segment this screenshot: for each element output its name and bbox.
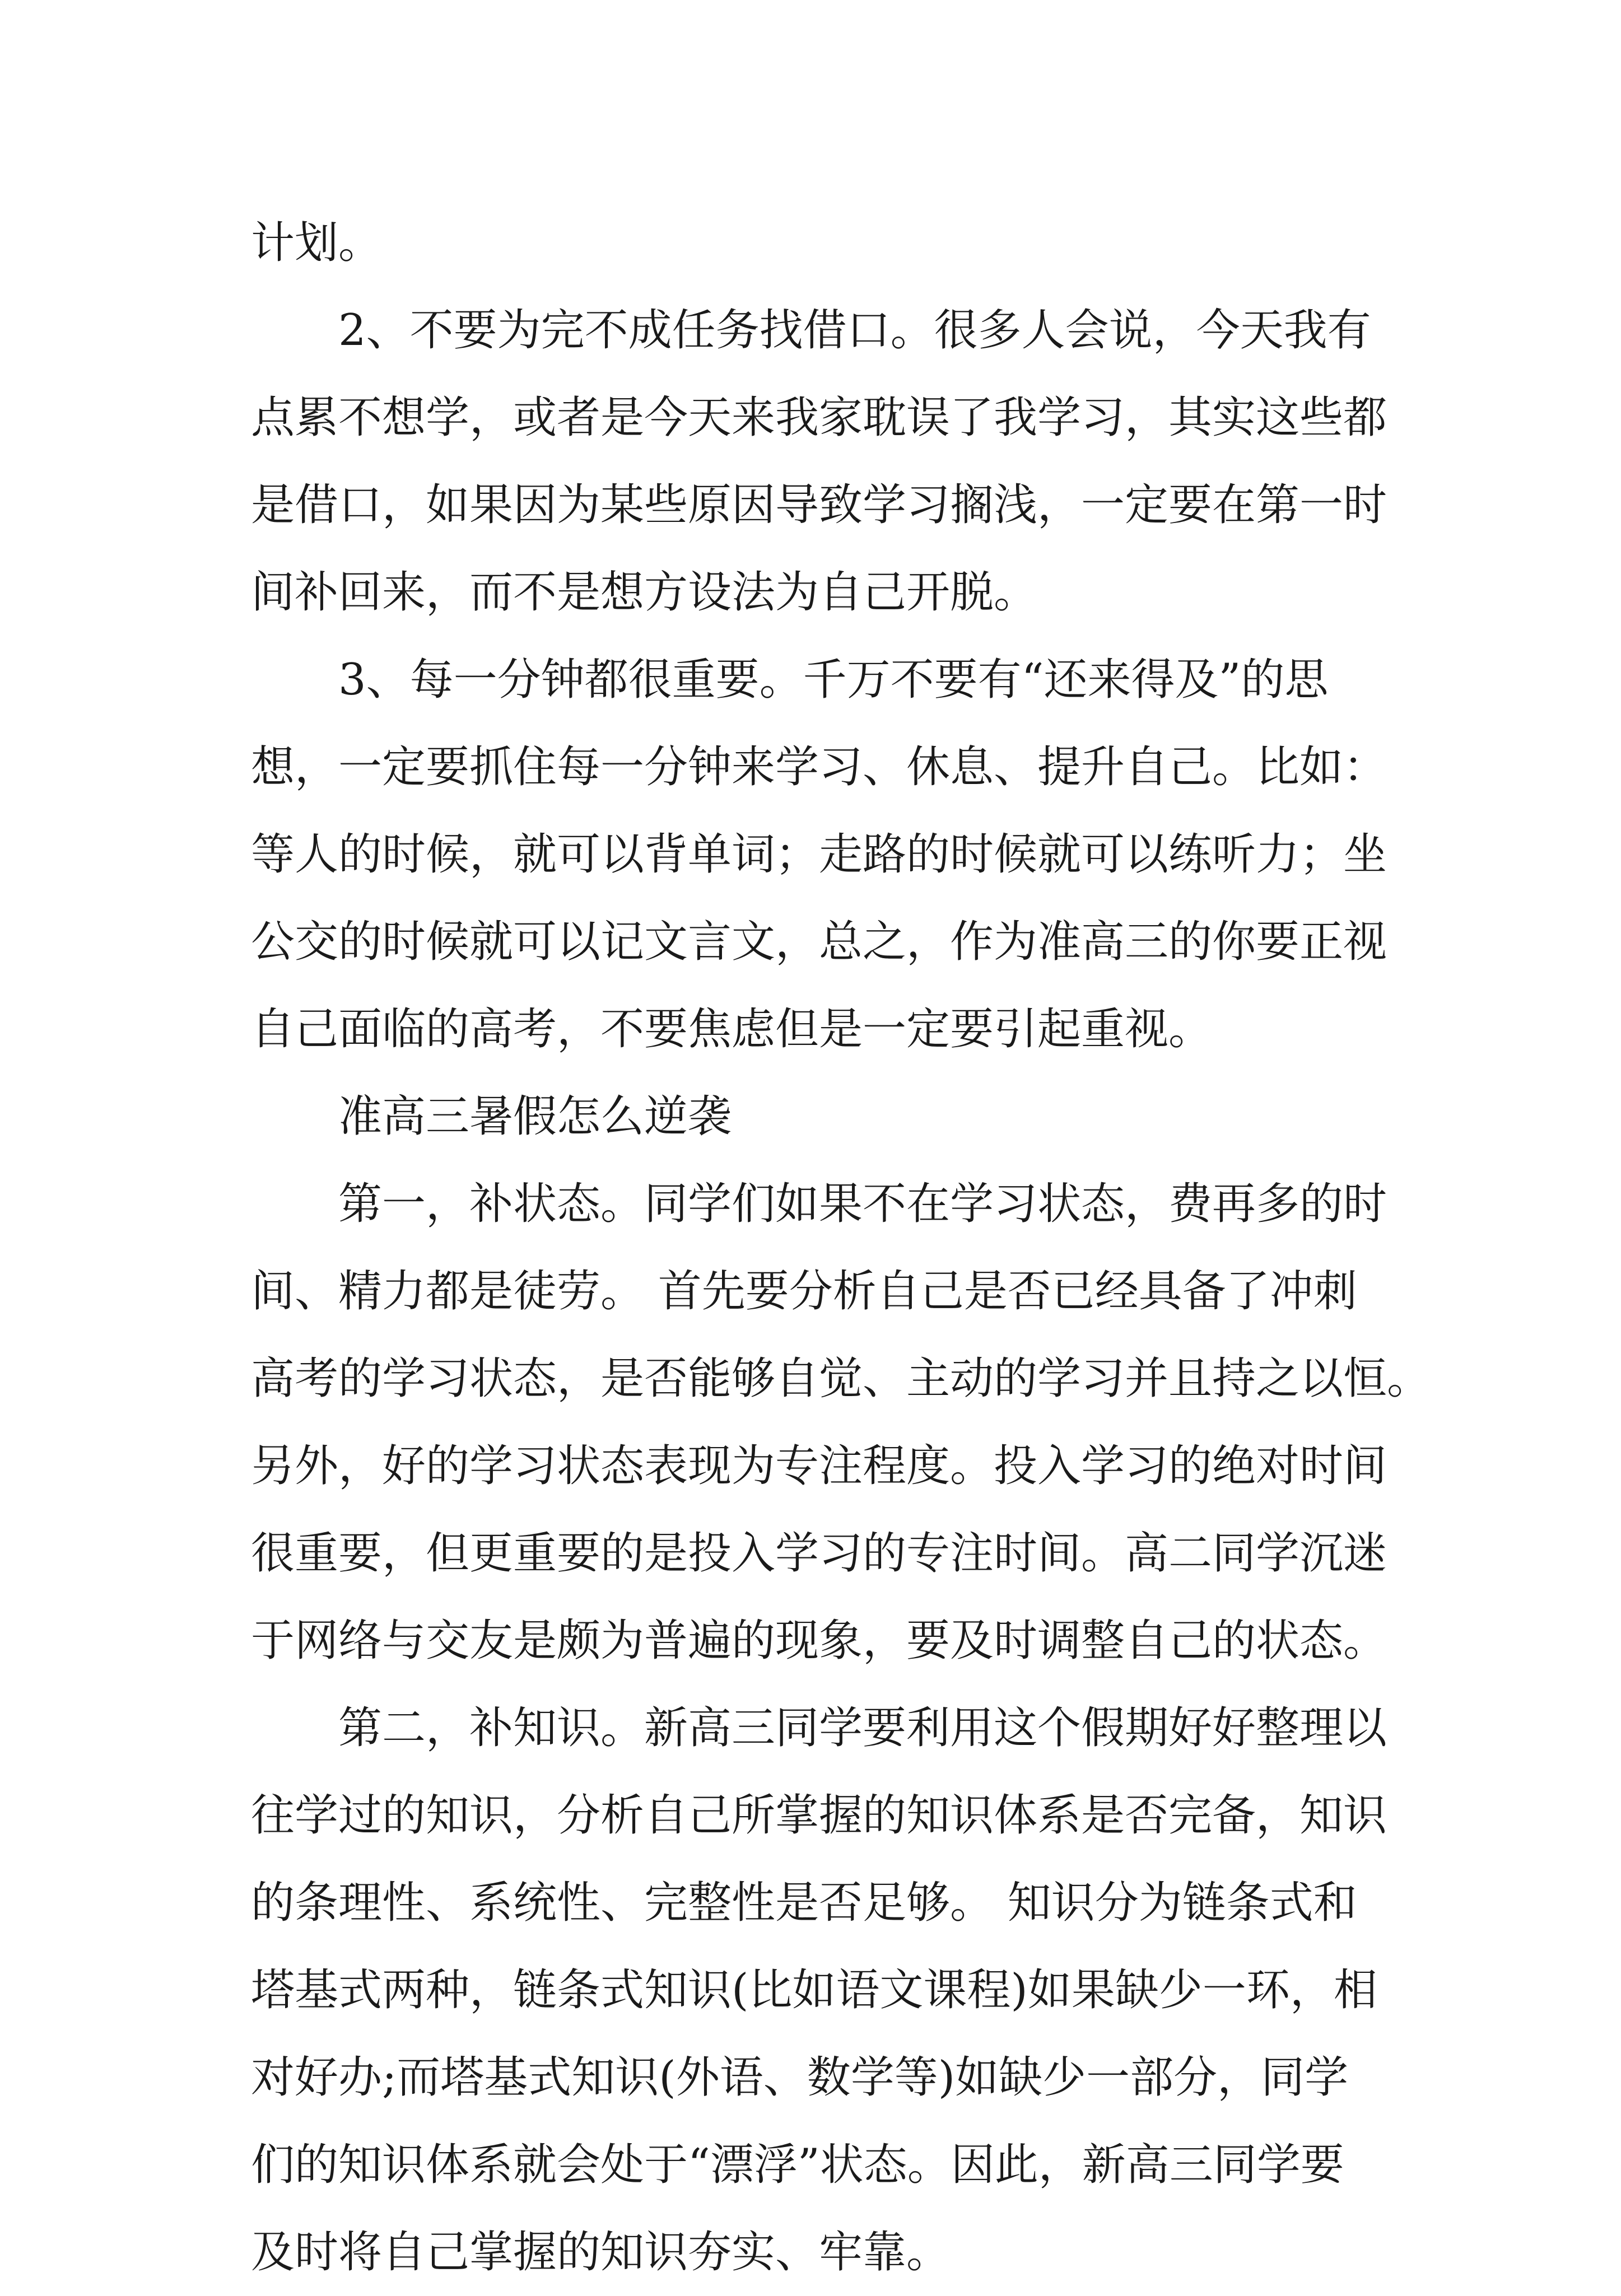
- text-line: 往学过的知识，分析自己所掌握的知识体系是否完备，知识: [251, 1790, 1387, 1841]
- text-line: 第二，补知识。新高三同学要利用这个假期好好整理以: [338, 1703, 1387, 1753]
- paragraph-state: [251, 1160, 1431, 1684]
- section-heading: [251, 1073, 1371, 1160]
- paragraph-knowledge: [251, 1684, 1387, 2296]
- text-line: 对好办;而塔基式知识(外语、数学等)如缺少一部分，同学: [251, 2052, 1349, 2103]
- text-line: 很重要，但更重要的是投入学习的专注时间。高二同学沉迷: [251, 1528, 1387, 1579]
- text-line: 想，一定要抓住每一分钟来学习、休息、提升自己。比如：: [251, 742, 1387, 792]
- text-line: 的条理性、系统性、完整性是否足够。 知识分为链条式和: [251, 1878, 1357, 1928]
- text-line: 是借口，如果因为某些原因导致学习搁浅，一定要在第一时: [251, 480, 1387, 530]
- paragraph-no-excuses: [251, 287, 1387, 636]
- heading-text: 准高三暑假怎么逆袭: [338, 1091, 732, 1142]
- text-line: 点累不想学，或者是今天来我家耽误了我学习，其实这些都: [251, 393, 1387, 443]
- paragraph-continuation: [251, 199, 1371, 287]
- text-line: 3、每一分钟都很重要。千万不要有“还来得及”的思: [338, 655, 1329, 705]
- text-line: 等人的时候，就可以背单词；走路的时候就可以练听力；坐: [251, 829, 1387, 880]
- text-line: 高考的学习状态，是否能够自觉、主动的学习并且持之以恒。: [251, 1354, 1431, 1404]
- text-line: 塔基式两种，链条式知识(比如语文课程)如果缺少一环，相: [251, 1965, 1377, 2015]
- document-body: [251, 199, 1431, 2296]
- text-line: 公交的时候就可以记文言文，总之，作为准高三的你要正视: [251, 917, 1387, 967]
- paragraph-every-minute: [251, 636, 1387, 1073]
- text-line: 自己面临的高考，不要焦虑但是一定要引起重视。: [251, 1004, 1213, 1054]
- text-line: 间补回来，而不是想方设法为自己开脱。: [251, 567, 1038, 618]
- text-line: 2、不要为完不成任务找借口。很多人会说，今天我有: [338, 305, 1371, 356]
- text-line: 另外，好的学习状态表现为专注程度。投入学习的绝对时间: [251, 1441, 1387, 1491]
- text-line: 间、精力都是徒劳。 首先要分析自己是否已经具备了冲刺: [251, 1266, 1357, 1317]
- text-line: 于网络与交友是颇为普遍的现象，要及时调整自己的状态。: [251, 1616, 1387, 1666]
- text-line: 第一，补状态。同学们如果不在学习状态，费再多的时: [338, 1179, 1387, 1229]
- text-line: 计划。: [251, 218, 383, 268]
- text-line: 们的知识体系就会处于“漂浮”状态。因此，新高三同学要: [251, 2140, 1344, 2190]
- text-line: 及时将自己掌握的知识夯实、牢靠。: [251, 2227, 951, 2278]
